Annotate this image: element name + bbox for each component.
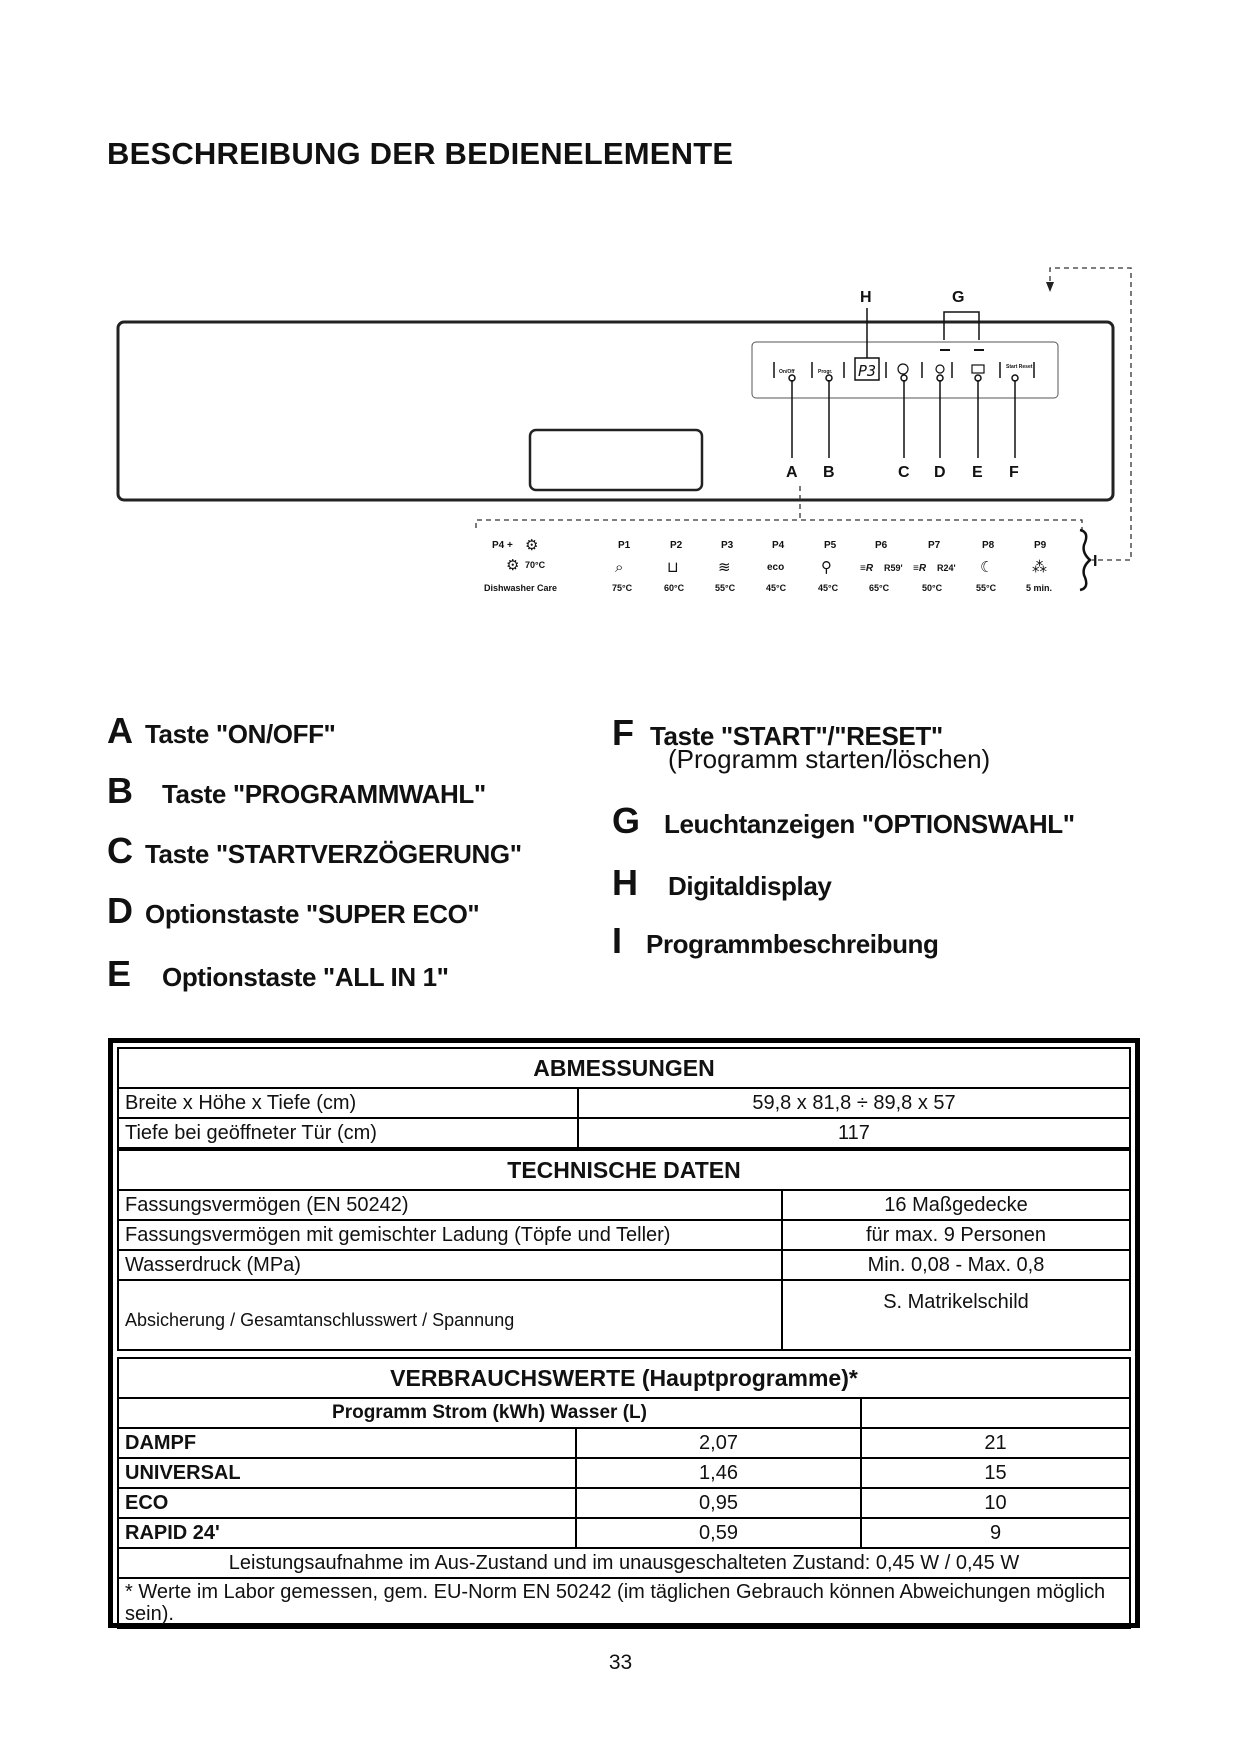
program-temp: 75°C — [612, 583, 633, 593]
program-temp: 45°C — [766, 583, 787, 593]
strom-value: 0,59 — [576, 1518, 861, 1548]
spec-label: Absicherung / Gesamtanschlusswert / Spannung — [118, 1280, 782, 1350]
spec-value: für max. 9 Personen — [782, 1220, 1130, 1250]
callout-a: A — [786, 464, 798, 481]
glass-icon: ⚲ — [821, 558, 832, 576]
program-label: P5 — [824, 540, 837, 551]
spec-label: Tiefe bei geöffneter Tür (cm) — [118, 1118, 578, 1148]
program-label: P7 — [928, 540, 941, 551]
page-title: BESCHREIBUNG DER BEDIENELEMENTE — [107, 136, 734, 171]
legend-text: Digitaldisplay — [668, 871, 832, 901]
indicator-led-1 — [940, 349, 950, 351]
program-label: P9 — [1034, 540, 1047, 551]
callout-e: E — [972, 464, 983, 481]
rapid59-icon: ≡R — [860, 563, 874, 574]
callout-f: F — [1009, 464, 1019, 481]
legend-text: Optionstaste "SUPER ECO" — [145, 899, 480, 929]
gear-icon: ⚙ — [506, 556, 520, 574]
wasser-value: 15 — [861, 1458, 1130, 1488]
legend-item-a — [107, 710, 335, 752]
legend-item-h — [612, 862, 831, 904]
wrench-icon: ⚙ — [525, 536, 539, 554]
consumption-table — [117, 1357, 1131, 1629]
legend-text: Taste "STARTVERZÖGERUNG" — [145, 839, 522, 869]
callout-d: D — [934, 464, 946, 481]
legend-letter: D — [107, 890, 133, 931]
legend-item-e — [107, 953, 449, 995]
program-temp: 5 min. — [1026, 583, 1053, 593]
rapid24-badge: R24' — [937, 563, 956, 573]
program-label: P6 — [875, 540, 888, 551]
eco-icon: eco — [767, 562, 785, 573]
program-name: ECO — [118, 1488, 576, 1518]
legend-item-c — [107, 830, 522, 872]
legend-letter: C — [107, 830, 133, 871]
callout-i: I — [1093, 553, 1098, 570]
spec-value: 117 — [578, 1118, 1130, 1148]
program-temp: 55°C — [976, 583, 997, 593]
program-label: P4 — [772, 540, 785, 551]
onoff-button-label: On/Off — [779, 369, 795, 375]
technical-data-header: TECHNISCHE DATEN — [118, 1150, 1130, 1190]
spec-value: 16 Maßgedecke — [782, 1190, 1130, 1220]
program-temp: 70°C — [525, 560, 546, 570]
dimensions-table — [117, 1047, 1131, 1149]
page-number: 33 — [608, 1651, 633, 1674]
callout-b: B — [823, 464, 835, 481]
dishwasher-care-label: Dishwasher Care — [484, 583, 558, 593]
program-temp: 65°C — [869, 583, 890, 593]
legend-text: Taste "START"/"RESET" — [650, 721, 943, 751]
rapid59-badge: R59' — [884, 563, 903, 573]
door-handle — [530, 430, 702, 490]
rapid24-icon: ≡R — [913, 563, 927, 574]
program-temp: 60°C — [664, 583, 685, 593]
legend-letter: H — [612, 862, 638, 903]
program-name: UNIVERSAL — [118, 1458, 576, 1488]
panel-outline — [118, 322, 1113, 500]
dimensions-header: ABMESSUNGEN — [118, 1048, 1130, 1088]
legend-item-d — [107, 890, 479, 932]
spec-value: Min. 0,08 - Max. 0,8 — [782, 1250, 1130, 1280]
legend-text: Programmbeschreibung — [646, 929, 939, 959]
spec-table-frame — [108, 1038, 1140, 1628]
night-icon: ☾ — [980, 558, 994, 576]
program-label: P1 — [618, 540, 631, 551]
spec-value: 59,8 x 81,8 ÷ 89,8 x 57 — [578, 1088, 1130, 1118]
consumption-column-header: Programm Strom (kWh) Wasser (L) — [118, 1398, 861, 1428]
display-value: P3 — [858, 362, 877, 380]
control-strip — [752, 342, 1058, 398]
footnote: * Werte im Labor gemessen, gem. EU-Norm EN 50242 (im täglichen Gebrauch können Abweichungen möglich sein). — [118, 1578, 1130, 1628]
legend-item-b — [107, 770, 486, 812]
program-temp: 50°C — [922, 583, 943, 593]
legend-text: Taste "PROGRAMMWAHL" — [162, 779, 486, 809]
progr-button-label: Progr. — [818, 369, 833, 375]
legend-item-g — [612, 800, 1075, 842]
callout-c: C — [898, 464, 910, 481]
steam-icon: ≋ — [718, 558, 731, 576]
spec-label: Wasserdruck (MPa) — [118, 1250, 782, 1280]
legend-letter: I — [612, 920, 623, 961]
spec-label: Fassungsvermögen (EN 50242) — [118, 1190, 782, 1220]
spec-label: Fassungsvermögen mit gemischter Ladung (Töpfe und Teller) — [118, 1220, 782, 1250]
standby-power: Leistungsaufnahme im Aus-Zustand und im unausgeschalteten Zustand: 0,45 W / 0,45 W — [118, 1548, 1130, 1578]
technical-data-table — [117, 1149, 1131, 1351]
legend-text: Leuchtanzeigen "OPTIONSWAHL" — [664, 809, 1075, 839]
prewash-icon: ⁂ — [1032, 558, 1047, 576]
start-reset-button-label: Start Reset — [1006, 364, 1033, 370]
strom-value: 1,46 — [576, 1458, 861, 1488]
wasser-value: 9 — [861, 1518, 1130, 1548]
program-label: P3 — [721, 540, 734, 551]
program-label: P8 — [982, 540, 995, 551]
callout-h: H — [860, 289, 872, 306]
program-name: DAMPF — [118, 1428, 576, 1458]
legend-letter: G — [612, 800, 641, 841]
legend-letter: A — [107, 710, 133, 751]
legend-item-i — [612, 920, 939, 962]
legend-letter: F — [612, 712, 634, 753]
consumption-header: VERBRAUCHSWERTE (Hauptprogramme)* — [118, 1358, 1130, 1398]
strom-value: 0,95 — [576, 1488, 861, 1518]
pot-icon: ⊔ — [667, 558, 679, 576]
legend-letter: E — [107, 953, 132, 994]
all-in-one-icon — [972, 365, 984, 373]
spec-value: S. Matrikelschild — [782, 1280, 1130, 1350]
legend-text: Optionstaste "ALL IN 1" — [162, 962, 449, 992]
strom-value: 2,07 — [576, 1428, 861, 1458]
empty-header-cell — [861, 1398, 1130, 1428]
super-eco-icon — [936, 365, 944, 373]
program-strip — [484, 536, 1052, 593]
program-temp: 55°C — [715, 583, 736, 593]
legend-letter: B — [107, 770, 133, 811]
program-temp: 45°C — [818, 583, 839, 593]
indicator-led-2 — [974, 349, 984, 351]
program-label: P4 + — [492, 540, 513, 551]
program-name: RAPID 24' — [118, 1518, 576, 1548]
wasser-value: 10 — [861, 1488, 1130, 1518]
legend-text: Taste "ON/OFF" — [145, 719, 336, 749]
wasser-value: 21 — [861, 1428, 1130, 1458]
program-label: P2 — [670, 540, 683, 551]
legend-f-sub: (Programm starten/löschen) — [668, 744, 991, 774]
control-panel-diagram — [0, 250, 1241, 630]
callout-g: G — [952, 289, 965, 306]
pot-scrub-icon: ⌕ — [615, 558, 624, 576]
clock-icon — [898, 364, 908, 374]
spec-label: Breite x Höhe x Tiefe (cm) — [118, 1088, 578, 1118]
